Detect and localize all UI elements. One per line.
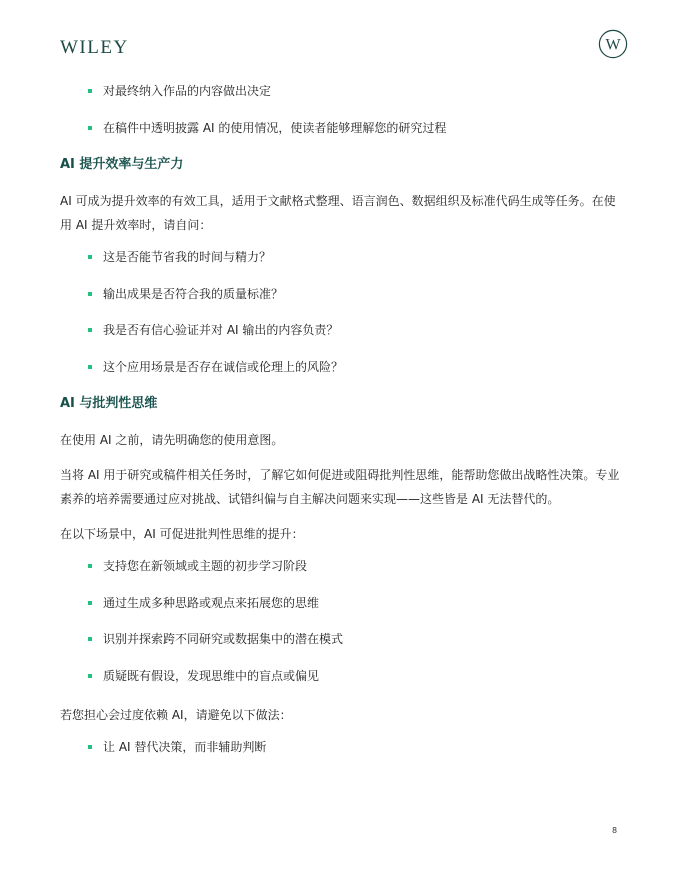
bullet-list-questions (60, 248, 620, 376)
bullet-list-scenarios (60, 557, 620, 685)
wiley-w-logo-icon (598, 29, 628, 59)
document-body (60, 82, 620, 775)
paragraph-efficiency-intro: AI 可成为提升效率的有效工具，适用于文献格式整理、语言润色、数据组织及标准代码生成等任务。在使用 AI 提升效率时，请自问： (60, 194, 616, 232)
paragraph-avoid-intro: 若您担心会过度依赖 AI，请避免以下做法： (60, 708, 292, 722)
paragraph-strategy: 当将 AI 用于研究或稿件相关任务时，了解它如何促进或阻碍批判性思维，能帮助您做出战略性决策。专业素养的培养需要通过应对挑战、试错纠偏与自主解决问题来实现——这些皆是 AI 无法替代的。 (60, 468, 620, 506)
list-item: 在稿件中透明披露 AI 的使用情况，使读者能够理解您的研究过程 (60, 119, 620, 137)
list-item: 对最终纳入作品的内容做出决定 (60, 82, 620, 100)
list-item: 输出成果是否符合我的质量标准？ (60, 285, 620, 303)
list-item: 通过生成多种思路或观点来拓展您的思维 (60, 594, 620, 612)
bullet-list-avoid (60, 738, 620, 756)
svg-text:W: W (605, 36, 621, 54)
list-item: 我是否有信心验证并对 AI 输出的内容负责？ (60, 321, 620, 339)
section-heading-efficiency: AI 提升效率与生产力 (60, 157, 184, 172)
list-item: 这是否能节省我的时间与精力？ (60, 248, 620, 266)
bullet-list-top (60, 82, 620, 137)
section-heading-critical-thinking: AI 与批判性思维 (60, 396, 158, 411)
list-item: 识别并探索跨不同研究或数据集中的潜在模式 (60, 630, 620, 648)
list-item: 让 AI 替代决策，而非辅助判断 (60, 738, 620, 756)
paragraph-scenarios-intro: 在以下场景中，AI 可促进批判性思维的提升： (60, 527, 304, 541)
paragraph-intent: 在使用 AI 之前，请先明确您的使用意图。 (60, 433, 284, 447)
list-item: 这个应用场景是否存在诚信或伦理上的风险？ (60, 358, 620, 376)
page-number: 8 (612, 826, 618, 835)
list-item: 支持您在新领域或主题的初步学习阶段 (60, 557, 620, 575)
list-item: 质疑既有假设，发现思维中的盲点或偏见 (60, 667, 620, 685)
wiley-logo: WILEY (60, 37, 129, 58)
